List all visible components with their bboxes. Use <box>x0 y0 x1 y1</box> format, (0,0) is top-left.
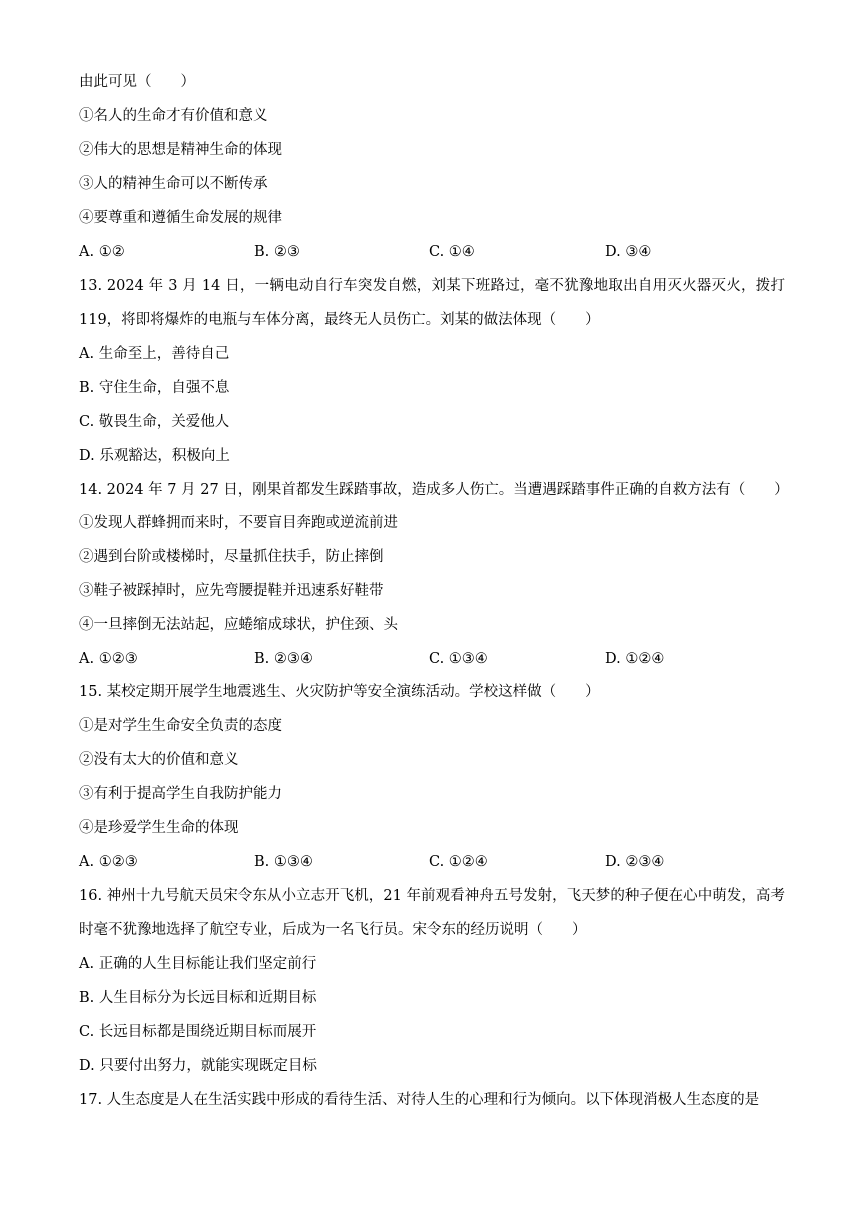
q14-stem: 14. 2024 年 7 月 27 日，刚果首都发生踩踏事故，造成多人伤亡。当遭遇踩踏事件正确的自救方法有（ ） <box>79 482 789 498</box>
q14-option-d: D. ①②④ <box>605 651 665 667</box>
q14-option-c: C. ①③④ <box>429 651 488 667</box>
q16-option-d: D. 只要付出努力，就能实现既定目标 <box>79 1058 317 1074</box>
q15-statement-1: ①是对学生生命安全负责的态度 <box>79 718 282 734</box>
q16-option-b: B. 人生目标分为长远目标和近期目标 <box>79 990 317 1006</box>
q14-statement-2: ②遇到台阶或楼梯时，尽量抓住扶手，防止摔倒 <box>79 549 384 565</box>
q12-statement-2: ②伟大的思想是精神生命的体现 <box>79 142 282 158</box>
q15-statement-2: ②没有太大的价值和意义 <box>79 752 239 768</box>
q14-statement-3: ③鞋子被踩掉时，应先弯腰提鞋并迅速系好鞋带 <box>79 583 384 599</box>
q13-option-b: B. 守住生命，自强不息 <box>79 380 230 396</box>
q14-option-a: A. ①②③ <box>79 651 138 667</box>
q17-stem: 17. 人生态度是人在生活实践中形成的看待生活、对待人生的心理和行为倾向。以下体现消极人生态度的是 <box>79 1092 760 1108</box>
q12-statement-3: ③人的精神生命可以不断传承 <box>79 176 268 192</box>
q14-options <box>79 649 785 669</box>
q16-option-a: A. 正确的人生目标能让我们坚定前行 <box>79 956 317 972</box>
q12-option-a: A. ①② <box>79 244 125 260</box>
q15-option-c: C. ①②④ <box>429 854 488 870</box>
q15-option-b: B. ①③④ <box>254 854 313 870</box>
q15-statement-3: ③有利于提高学生自我防护能力 <box>79 786 282 802</box>
q15-option-d: D. ②③④ <box>605 854 665 870</box>
q12-option-b: B. ②③ <box>254 244 300 260</box>
q14-statement-1: ①发现人群蜂拥而来时，不要盲目奔跑或逆流前进 <box>79 515 398 531</box>
q15-statement-4: ④是珍爱学生生命的体现 <box>79 820 239 836</box>
q12-stem-tail: 由此可见（ ） <box>79 74 195 90</box>
q15-option-a: A. ①②③ <box>79 854 138 870</box>
q12-statement-4: ④要尊重和遵循生命发展的规律 <box>79 210 282 226</box>
q15-stem: 15. 某校定期开展学生地震逃生、火灾防护等安全演练活动。学校这样做（ ） <box>79 684 600 700</box>
q13-option-c: C. 敬畏生命，关爱他人 <box>79 414 230 430</box>
q13-option-d: D. 乐观豁达，积极向上 <box>79 448 230 464</box>
q12-option-d: D. ③④ <box>605 244 652 260</box>
q12-options <box>79 242 785 262</box>
q12-statement-1: ①名人的生命才有价值和意义 <box>79 108 268 124</box>
q13-stem: 13. 2024 年 3 月 14 日，一辆电动自行车突发自燃，刘某下班路过，毫不犹豫地取出自用灭火器灭火，拨打 119，将即将爆炸的电瓶与车体分离，最终无人员伤亡。刘某的做法体现（ ） <box>79 278 785 328</box>
q16-option-c: C. 长远目标都是围绕近期目标而展开 <box>79 1024 317 1040</box>
q16-stem: 16. 神州十九号航天员宋令东从小立志开飞机，21 年前观看神舟五号发射，飞天梦的种子便在心中萌发，高考时毫不犹豫地选择了航空专业，后成为一名飞行员。宋令东的经历说明（ ） <box>79 888 785 938</box>
q13-option-a: A. 生命至上，善待自己 <box>79 346 230 362</box>
q15-options <box>79 852 785 872</box>
q12-option-c: C. ①④ <box>429 244 475 260</box>
q14-option-b: B. ②③④ <box>254 651 313 667</box>
q14-statement-4: ④一旦摔倒无法站起，应蜷缩成球状，护住颈、头 <box>79 617 398 633</box>
